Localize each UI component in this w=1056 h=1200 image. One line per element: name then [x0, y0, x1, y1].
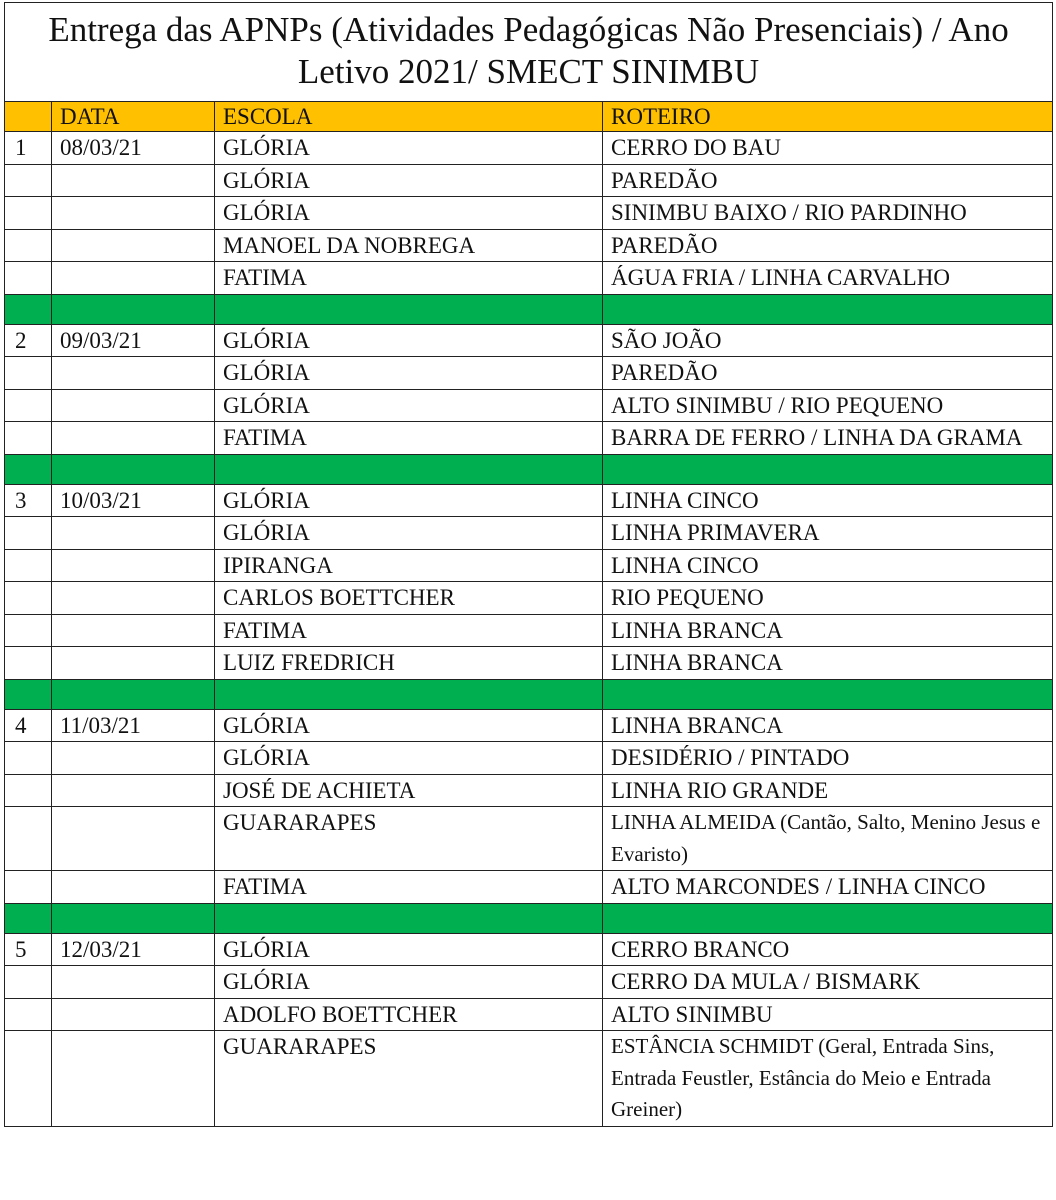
- cell-route: SINIMBU BAIXO / RIO PARDINHO: [603, 197, 1053, 230]
- cell-date: [52, 229, 215, 262]
- cell-date: [52, 774, 215, 807]
- table-row: [5, 164, 1053, 197]
- separator-cell: [603, 454, 1053, 484]
- cell-route: LINHA CINCO: [603, 549, 1053, 582]
- separator-cell: [5, 294, 52, 324]
- table-row: [5, 357, 1053, 390]
- cell-num: [5, 614, 52, 647]
- table-row: [5, 614, 1053, 647]
- cell-num: [5, 197, 52, 230]
- document-title: Entrega das APNPs (Atividades Pedagógicas Não Presenciais) / Ano Letivo 2021/ SMECT SINIMBU: [5, 3, 1053, 102]
- cell-school: IPIRANGA: [215, 549, 603, 582]
- cell-date: [52, 197, 215, 230]
- cell-school: GLÓRIA: [215, 709, 603, 742]
- table-header: [5, 102, 1053, 132]
- table-row: [5, 871, 1053, 904]
- separator-cell: [5, 903, 52, 933]
- cell-route: LINHA ALMEIDA (Cantão, Salto, Menino Jesus e Evaristo): [603, 807, 1053, 871]
- separator-cell: [52, 679, 215, 709]
- table-row: [5, 807, 1053, 871]
- cell-num: [5, 1031, 52, 1127]
- cell-route: SÃO JOÃO: [603, 324, 1053, 357]
- cell-date: 12/03/21: [52, 933, 215, 966]
- cell-num: [5, 262, 52, 295]
- schedule-sheet: [4, 2, 1052, 1196]
- separator-cell: [215, 903, 603, 933]
- cell-school: FATIMA: [215, 422, 603, 455]
- cell-school: GUARARAPES: [215, 1031, 603, 1127]
- cell-route: LINHA BRANCA: [603, 614, 1053, 647]
- cell-date: [52, 549, 215, 582]
- cell-date: [52, 582, 215, 615]
- cell-route: RIO PEQUENO: [603, 582, 1053, 615]
- cell-school: LUIZ FREDRICH: [215, 647, 603, 680]
- cell-school: ADOLFO BOETTCHER: [215, 998, 603, 1031]
- cell-num: 4: [5, 709, 52, 742]
- cell-date: [52, 998, 215, 1031]
- separator-cell: [215, 454, 603, 484]
- table-row: [5, 933, 1053, 966]
- cell-school: MANOEL DA NOBREGA: [215, 229, 603, 262]
- cell-num: [5, 164, 52, 197]
- cell-school: GLÓRIA: [215, 517, 603, 550]
- separator-cell: [603, 294, 1053, 324]
- cell-date: [52, 871, 215, 904]
- cell-school: GLÓRIA: [215, 324, 603, 357]
- cell-date: [52, 807, 215, 871]
- cell-school: FATIMA: [215, 871, 603, 904]
- cell-route: ÁGUA FRIA / LINHA CARVALHO: [603, 262, 1053, 295]
- cell-num: [5, 742, 52, 775]
- cell-num: [5, 807, 52, 871]
- separator-row: [5, 903, 1053, 933]
- table-row: [5, 549, 1053, 582]
- cell-route: LINHA BRANCA: [603, 709, 1053, 742]
- cell-school: GLÓRIA: [215, 132, 603, 165]
- separator-row: [5, 679, 1053, 709]
- separator-cell: [52, 903, 215, 933]
- table-row: [5, 517, 1053, 550]
- table-row: [5, 262, 1053, 295]
- cell-date: [52, 164, 215, 197]
- cell-num: [5, 774, 52, 807]
- cell-route: CERRO DO BAU: [603, 132, 1053, 165]
- table-row: [5, 582, 1053, 615]
- cell-date: [52, 357, 215, 390]
- cell-num: [5, 229, 52, 262]
- cell-route: CERRO DA MULA / BISMARK: [603, 966, 1053, 999]
- cell-route: ALTO MARCONDES / LINHA CINCO: [603, 871, 1053, 904]
- separator-cell: [215, 294, 603, 324]
- cell-num: [5, 871, 52, 904]
- table-row: [5, 647, 1053, 680]
- cell-school: GLÓRIA: [215, 933, 603, 966]
- cell-num: 5: [5, 933, 52, 966]
- cell-school: FATIMA: [215, 262, 603, 295]
- cell-date: [52, 389, 215, 422]
- cell-school: GLÓRIA: [215, 389, 603, 422]
- separator-cell: [52, 454, 215, 484]
- cell-school: FATIMA: [215, 614, 603, 647]
- cell-date: [52, 422, 215, 455]
- cell-route: ALTO SINIMBU / RIO PEQUENO: [603, 389, 1053, 422]
- table-row: [5, 742, 1053, 775]
- table-row: [5, 389, 1053, 422]
- cell-date: 09/03/21: [52, 324, 215, 357]
- cell-num: 2: [5, 324, 52, 357]
- cell-date: [52, 966, 215, 999]
- header-roteiro: ROTEIRO: [603, 102, 1053, 132]
- cell-date: [52, 517, 215, 550]
- cell-num: [5, 582, 52, 615]
- cell-route: ESTÂNCIA SCHMIDT (Geral, Entrada Sins, Entrada Feustler, Estância do Meio e Entrada Greiner): [603, 1031, 1053, 1127]
- cell-num: [5, 422, 52, 455]
- table-row: [5, 774, 1053, 807]
- table-row: [5, 484, 1053, 517]
- cell-route: ALTO SINIMBU: [603, 998, 1053, 1031]
- table-row: [5, 197, 1053, 230]
- cell-route: BARRA DE FERRO / LINHA DA GRAMA: [603, 422, 1053, 455]
- schedule-table: [4, 2, 1053, 1127]
- separator-cell: [5, 454, 52, 484]
- cell-num: [5, 357, 52, 390]
- separator-cell: [52, 294, 215, 324]
- separator-row: [5, 294, 1053, 324]
- cell-route: DESIDÉRIO / PINTADO: [603, 742, 1053, 775]
- separator-cell: [5, 679, 52, 709]
- cell-num: [5, 549, 52, 582]
- cell-num: [5, 517, 52, 550]
- table-row: [5, 324, 1053, 357]
- cell-school: GLÓRIA: [215, 742, 603, 775]
- cell-num: 1: [5, 132, 52, 165]
- cell-school: JOSÉ DE ACHIETA: [215, 774, 603, 807]
- table-row: [5, 422, 1053, 455]
- cell-date: [52, 262, 215, 295]
- cell-route: PAREDÃO: [603, 229, 1053, 262]
- cell-date: 11/03/21: [52, 709, 215, 742]
- table-row: [5, 709, 1053, 742]
- cell-date: 08/03/21: [52, 132, 215, 165]
- cell-route: LINHA BRANCA: [603, 647, 1053, 680]
- cell-route: PAREDÃO: [603, 357, 1053, 390]
- cell-num: [5, 389, 52, 422]
- header-escola: ESCOLA: [215, 102, 603, 132]
- table-row: [5, 998, 1053, 1031]
- cell-date: [52, 1031, 215, 1127]
- cell-school: GLÓRIA: [215, 484, 603, 517]
- cell-date: [52, 742, 215, 775]
- cell-route: PAREDÃO: [603, 164, 1053, 197]
- cell-date: [52, 614, 215, 647]
- cell-date: [52, 647, 215, 680]
- cell-num: [5, 998, 52, 1031]
- cell-route: CERRO BRANCO: [603, 933, 1053, 966]
- header-data: DATA: [52, 102, 215, 132]
- separator-cell: [603, 903, 1053, 933]
- cell-school: GLÓRIA: [215, 197, 603, 230]
- cell-route: LINHA CINCO: [603, 484, 1053, 517]
- table-row: [5, 229, 1053, 262]
- cell-school: GLÓRIA: [215, 164, 603, 197]
- cell-school: GLÓRIA: [215, 966, 603, 999]
- cell-num: [5, 966, 52, 999]
- header-num: [5, 102, 52, 132]
- cell-num: [5, 647, 52, 680]
- cell-school: CARLOS BOETTCHER: [215, 582, 603, 615]
- table-row: [5, 966, 1053, 999]
- cell-school: GLÓRIA: [215, 357, 603, 390]
- separator-cell: [215, 679, 603, 709]
- table-row: [5, 1031, 1053, 1127]
- table-row: [5, 132, 1053, 165]
- cell-route: LINHA RIO GRANDE: [603, 774, 1053, 807]
- cell-date: 10/03/21: [52, 484, 215, 517]
- separator-row: [5, 454, 1053, 484]
- cell-num: 3: [5, 484, 52, 517]
- cell-school: GUARARAPES: [215, 807, 603, 871]
- cell-route: LINHA PRIMAVERA: [603, 517, 1053, 550]
- separator-cell: [603, 679, 1053, 709]
